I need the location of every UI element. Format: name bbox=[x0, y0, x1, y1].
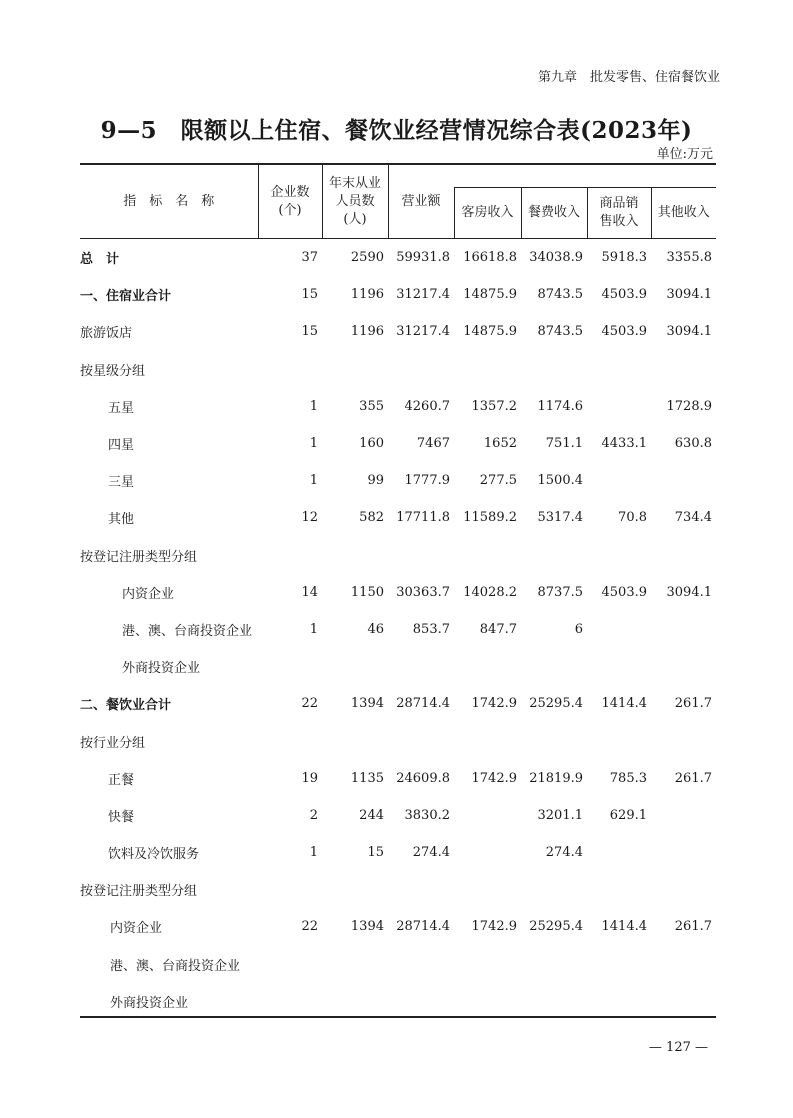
row-label: 快餐 bbox=[108, 809, 135, 825]
row-value bbox=[651, 722, 716, 759]
row-value: 1135 bbox=[350, 770, 384, 786]
row-value bbox=[258, 983, 322, 1020]
row-value: 4503.9 bbox=[601, 324, 647, 340]
row-value: 4503.9 bbox=[601, 287, 647, 303]
col-header-revenue: 营业额 bbox=[388, 164, 454, 239]
row-value: 24609.8 bbox=[396, 770, 450, 786]
col-header-employees: 年末从业 人员数 (人) bbox=[322, 164, 388, 239]
row-value: 1652 bbox=[483, 436, 517, 452]
row-label: 按星级分组 bbox=[80, 363, 146, 379]
row-value: 1174.6 bbox=[537, 398, 583, 414]
row-value: 1 bbox=[309, 473, 318, 489]
row-label: 饮料及冷饮服务 bbox=[108, 847, 200, 863]
row-value: 1 bbox=[309, 436, 318, 452]
row-value: 8743.5 bbox=[537, 324, 583, 340]
row-value bbox=[587, 983, 651, 1020]
row-value: 1 bbox=[309, 621, 318, 637]
row-value bbox=[258, 351, 322, 388]
row-label: 外商投资企业 bbox=[122, 661, 201, 677]
row-value: 274.4 bbox=[412, 845, 450, 861]
row-value: 6 bbox=[574, 621, 583, 637]
row-value: 1414.4 bbox=[601, 696, 647, 712]
row-value bbox=[388, 351, 454, 388]
row-value bbox=[454, 871, 521, 908]
row-value bbox=[388, 722, 454, 759]
table-row bbox=[80, 574, 716, 611]
row-value: 261.7 bbox=[674, 770, 712, 786]
row-value bbox=[388, 946, 454, 983]
row-value: 1196 bbox=[350, 324, 384, 340]
row-value: 1196 bbox=[350, 287, 384, 303]
row-label: 港、澳、台商投资企业 bbox=[110, 958, 241, 974]
row-value: 277.5 bbox=[479, 473, 517, 489]
row-value: 37 bbox=[301, 250, 318, 266]
row-value: 14 bbox=[301, 584, 318, 600]
row-value: 11589.2 bbox=[463, 510, 517, 526]
row-value: 582 bbox=[359, 510, 384, 526]
row-value bbox=[322, 983, 388, 1020]
row-label: 内资企业 bbox=[110, 921, 163, 937]
row-value bbox=[388, 983, 454, 1020]
table-row bbox=[80, 871, 716, 908]
row-label: 总 计 bbox=[80, 252, 120, 268]
table-row bbox=[80, 499, 716, 536]
table-header bbox=[80, 164, 716, 239]
row-label: 按行业分组 bbox=[80, 735, 146, 751]
row-value bbox=[454, 722, 521, 759]
row-value: 2 bbox=[309, 807, 318, 823]
row-value: 785.3 bbox=[609, 770, 647, 786]
row-value: 1777.9 bbox=[404, 473, 450, 489]
col-header-indicator: 指 标 名 称 bbox=[80, 164, 258, 239]
row-value: 3094.1 bbox=[666, 584, 712, 600]
table-row bbox=[80, 388, 716, 425]
col-header-enterprises: 企业数 (个) bbox=[258, 164, 322, 239]
row-value: 160 bbox=[359, 436, 384, 452]
row-value bbox=[388, 537, 454, 574]
row-value bbox=[258, 871, 322, 908]
col-header-goods: 商品销 售收入 bbox=[587, 188, 651, 239]
row-value bbox=[651, 983, 716, 1020]
row-value bbox=[454, 648, 521, 685]
row-label: 其他 bbox=[108, 512, 135, 528]
row-value: 14875.9 bbox=[463, 287, 517, 303]
row-value bbox=[521, 537, 587, 574]
row-value: 16618.8 bbox=[463, 250, 517, 266]
row-value: 1742.9 bbox=[471, 770, 517, 786]
row-value bbox=[322, 537, 388, 574]
row-value bbox=[651, 834, 716, 871]
row-value: 1742.9 bbox=[471, 919, 517, 935]
row-value bbox=[651, 946, 716, 983]
row-value: 25295.4 bbox=[529, 919, 583, 935]
row-value: 853.7 bbox=[412, 621, 450, 637]
row-value: 15 bbox=[367, 845, 384, 861]
statistics-table-container bbox=[80, 163, 716, 1020]
row-value bbox=[258, 946, 322, 983]
col-header-revenue-breakdown bbox=[454, 164, 716, 188]
row-value bbox=[454, 834, 521, 871]
row-value bbox=[651, 648, 716, 685]
table-row bbox=[80, 908, 716, 945]
row-value: 8737.5 bbox=[537, 584, 583, 600]
row-value: 261.7 bbox=[674, 919, 712, 935]
row-value bbox=[651, 462, 716, 499]
row-value bbox=[322, 722, 388, 759]
row-value: 15 bbox=[301, 324, 318, 340]
table-row bbox=[80, 611, 716, 648]
row-value bbox=[587, 648, 651, 685]
row-label: 旅游饭店 bbox=[80, 326, 133, 342]
row-value bbox=[587, 871, 651, 908]
table-body bbox=[80, 239, 716, 1020]
row-value bbox=[651, 797, 716, 834]
table-row bbox=[80, 276, 716, 313]
row-value bbox=[258, 537, 322, 574]
row-value: 99 bbox=[367, 473, 384, 489]
row-value bbox=[454, 946, 521, 983]
row-value: 22 bbox=[301, 919, 318, 935]
row-label: 正餐 bbox=[108, 772, 135, 788]
row-label: 按登记注册类型分组 bbox=[80, 884, 198, 900]
row-value bbox=[521, 946, 587, 983]
row-label: 按登记注册类型分组 bbox=[80, 549, 198, 565]
row-value: 1394 bbox=[350, 919, 384, 935]
row-value bbox=[521, 351, 587, 388]
row-value: 355 bbox=[359, 398, 384, 414]
row-value bbox=[587, 462, 651, 499]
row-value bbox=[651, 871, 716, 908]
table-row bbox=[80, 313, 716, 350]
col-header-room: 客房收入 bbox=[454, 188, 521, 239]
row-value: 1150 bbox=[350, 584, 384, 600]
row-value bbox=[322, 946, 388, 983]
row-label: 外商投资企业 bbox=[110, 995, 189, 1011]
page-number: — 127 — bbox=[648, 1040, 708, 1055]
row-value: 31217.4 bbox=[396, 324, 450, 340]
table-row bbox=[80, 425, 716, 462]
table-row bbox=[80, 722, 716, 759]
row-value: 1 bbox=[309, 398, 318, 414]
row-value: 4260.7 bbox=[404, 398, 450, 414]
row-value: 630.8 bbox=[674, 436, 712, 452]
row-value: 14875.9 bbox=[463, 324, 517, 340]
row-value bbox=[322, 351, 388, 388]
table-row bbox=[80, 648, 716, 685]
row-value: 12 bbox=[301, 510, 318, 526]
row-value: 734.4 bbox=[674, 510, 712, 526]
row-value: 2590 bbox=[350, 250, 384, 266]
row-value: 274.4 bbox=[545, 845, 583, 861]
table-row bbox=[80, 462, 716, 499]
statistics-table bbox=[80, 163, 716, 1020]
row-value bbox=[587, 351, 651, 388]
table-row bbox=[80, 946, 716, 983]
row-value: 261.7 bbox=[674, 696, 712, 712]
row-value bbox=[521, 648, 587, 685]
row-value: 25295.4 bbox=[529, 696, 583, 712]
row-label: 港、澳、台商投资企业 bbox=[122, 623, 253, 639]
table-title: 9—5 限额以上住宿、餐饮业经营情况综合表(2023年) bbox=[100, 117, 693, 144]
row-value: 4503.9 bbox=[601, 584, 647, 600]
table-row bbox=[80, 537, 716, 574]
row-value: 34038.9 bbox=[529, 250, 583, 266]
table-row bbox=[80, 834, 716, 871]
row-value: 31217.4 bbox=[396, 287, 450, 303]
row-value bbox=[521, 871, 587, 908]
row-value: 46 bbox=[367, 621, 384, 637]
row-value: 1414.4 bbox=[601, 919, 647, 935]
row-value: 847.7 bbox=[479, 621, 517, 637]
row-value: 3094.1 bbox=[666, 324, 712, 340]
row-value bbox=[454, 537, 521, 574]
table-row bbox=[80, 351, 716, 388]
row-value bbox=[258, 722, 322, 759]
row-value bbox=[587, 388, 651, 425]
row-value bbox=[587, 722, 651, 759]
row-value bbox=[651, 351, 716, 388]
row-value: 28714.4 bbox=[396, 696, 450, 712]
chapter-header: 第九章 批发零售、住宿餐饮业 bbox=[537, 70, 720, 85]
table-row bbox=[80, 797, 716, 834]
row-value: 5918.3 bbox=[601, 250, 647, 266]
table-row bbox=[80, 239, 716, 277]
row-value: 3201.1 bbox=[537, 807, 583, 823]
row-value: 751.1 bbox=[545, 436, 583, 452]
row-label: 一、住宿业合计 bbox=[80, 289, 172, 305]
row-value: 1742.9 bbox=[471, 696, 517, 712]
row-value: 4433.1 bbox=[601, 436, 647, 452]
col-header-catering: 餐费收入 bbox=[521, 188, 587, 239]
row-value bbox=[521, 722, 587, 759]
row-label: 二、餐饮业合计 bbox=[80, 698, 172, 714]
row-value: 1 bbox=[309, 845, 318, 861]
table-row bbox=[80, 685, 716, 722]
table-row bbox=[80, 983, 716, 1020]
row-value: 28714.4 bbox=[396, 919, 450, 935]
unit-label: 单位:万元 bbox=[656, 147, 713, 162]
row-value: 19 bbox=[301, 770, 318, 786]
row-value: 59931.8 bbox=[396, 250, 450, 266]
bottom-rule bbox=[80, 1016, 716, 1018]
row-value bbox=[454, 983, 521, 1020]
row-value: 5317.4 bbox=[537, 510, 583, 526]
row-value bbox=[651, 537, 716, 574]
row-value: 22 bbox=[301, 696, 318, 712]
row-label: 四星 bbox=[108, 438, 135, 454]
row-value: 8743.5 bbox=[537, 287, 583, 303]
row-value bbox=[651, 611, 716, 648]
row-value: 21819.9 bbox=[529, 770, 583, 786]
row-label: 三星 bbox=[108, 475, 135, 491]
row-value: 3355.8 bbox=[666, 250, 712, 266]
row-value bbox=[322, 648, 388, 685]
row-value: 1394 bbox=[350, 696, 384, 712]
row-value bbox=[587, 946, 651, 983]
row-value bbox=[454, 797, 521, 834]
row-value bbox=[587, 537, 651, 574]
row-value: 14028.2 bbox=[463, 584, 517, 600]
row-value: 1357.2 bbox=[471, 398, 517, 414]
row-value bbox=[388, 648, 454, 685]
row-value: 244 bbox=[359, 807, 384, 823]
row-label: 五星 bbox=[108, 400, 135, 416]
row-value bbox=[587, 611, 651, 648]
row-value: 3830.2 bbox=[404, 807, 450, 823]
row-value: 17711.8 bbox=[396, 510, 450, 526]
col-header-other: 其他收入 bbox=[651, 188, 716, 239]
row-value bbox=[521, 983, 587, 1020]
row-value: 629.1 bbox=[609, 807, 647, 823]
row-value: 7467 bbox=[416, 436, 450, 452]
row-value: 30363.7 bbox=[396, 584, 450, 600]
row-value bbox=[258, 648, 322, 685]
row-value: 1500.4 bbox=[537, 473, 583, 489]
row-value: 70.8 bbox=[618, 510, 647, 526]
row-value bbox=[587, 834, 651, 871]
table-row bbox=[80, 760, 716, 797]
row-value bbox=[322, 871, 388, 908]
row-value bbox=[454, 351, 521, 388]
row-value bbox=[388, 871, 454, 908]
row-value: 15 bbox=[301, 287, 318, 303]
row-label: 内资企业 bbox=[122, 586, 175, 602]
row-value: 1728.9 bbox=[666, 398, 712, 414]
row-value: 3094.1 bbox=[666, 287, 712, 303]
